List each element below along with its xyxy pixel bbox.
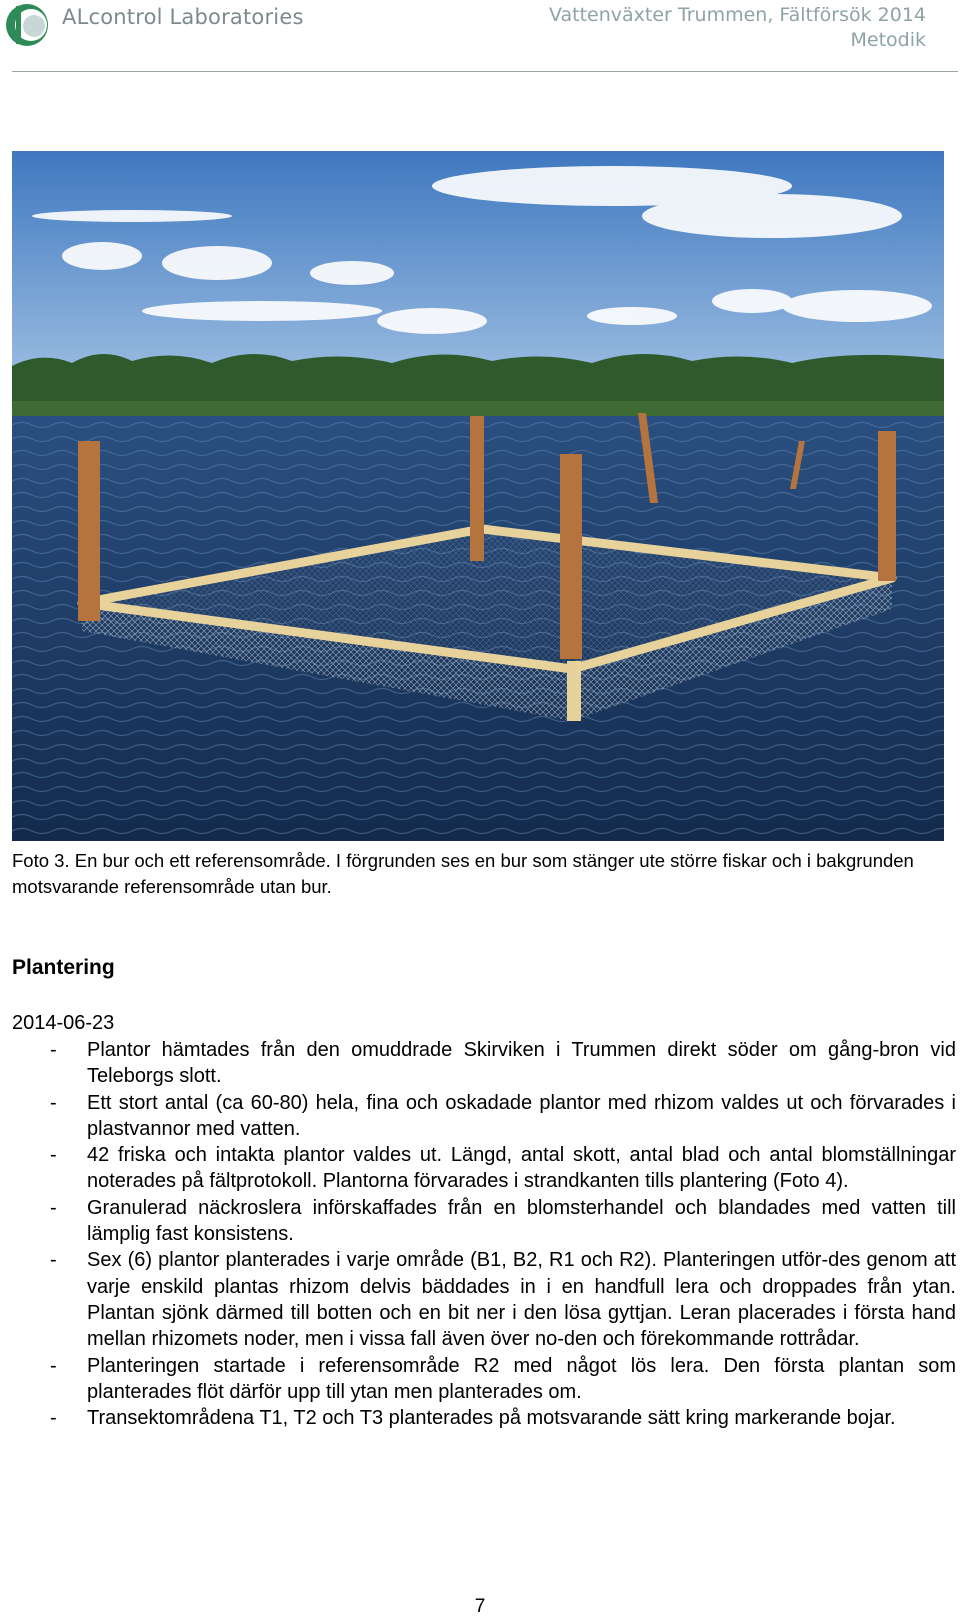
list-item xyxy=(12,1405,956,1431)
list-item-text: Plantor hämtades från den omuddrade Skirviken i Trummen direkt söder om gång-bron vid Teleborgs slott. xyxy=(87,1039,956,1088)
document-section: Metodik xyxy=(850,29,926,51)
list-item xyxy=(12,1142,956,1195)
bullet-dash: - xyxy=(50,1196,57,1219)
list-item-text: Granulerad näckroslera införskaffades från en blomsterhandel och blandades med vatten till lämplig fast konsistens. xyxy=(87,1196,956,1246)
page-header xyxy=(0,0,960,74)
page-number: 7 xyxy=(474,1596,486,1617)
photo-caption: Foto 3. En bur och ett referensområde. I förgrunden ses en bur som stänger ute större fiskar och i bakgrunden motsvarande referensområde utan bur. xyxy=(12,850,914,897)
list-item-text: 42 friska och intakta plantor valdes ut. Längd, antal skott, antal blad och antal blomställningar noterades på fältprotokoll. Plantorna förvarades i strandkanten tills plantering (Foto 4). xyxy=(87,1144,956,1193)
header-divider xyxy=(12,71,958,72)
list-item xyxy=(12,1037,956,1090)
photo-cage-and-reference-area xyxy=(12,151,944,841)
bullet-dash: - xyxy=(50,1039,57,1061)
list-item-text: Ett stort antal (ca 60-80) hela, fina och oskadade plantor med rhizom valdes ut och förvarades i plastvannor med vatten. xyxy=(87,1091,956,1140)
list-item xyxy=(12,1195,956,1248)
section-heading: Plantering xyxy=(12,956,115,979)
list-item-text: Sex (6) plantor planterades i varje område (B1, B2, R1 och R2). Planteringen utför-des genom att varje enskild plantas rhizom delvis bäddades in i en handfull lera och droppades från ytan. Plantan sjönk därmed till botten och en bit ner i den lösa gyttjan. Leran placerades i första hand mellan rhizomets noder, men i vissa fall även över no-den och förekommande rottrådar. xyxy=(87,1249,956,1351)
document-header-info xyxy=(549,3,926,53)
list-item-text: Transektområdena T1, T2 och T3 planterades på motsvarande sätt kring markerande bojar. xyxy=(87,1407,896,1430)
document-title: Vattenväxter Trummen, Fältförsök 2014 xyxy=(548,4,926,26)
bullet-dash: - xyxy=(50,1091,57,1114)
alcontrol-logo-icon xyxy=(4,2,50,48)
section-date: 2014-06-23 xyxy=(12,1012,115,1034)
bullet-dash: - xyxy=(50,1354,57,1377)
planting-steps-list xyxy=(12,1037,956,1431)
list-item xyxy=(12,1353,956,1406)
bullet-dash: - xyxy=(50,1407,57,1430)
bullet-dash: - xyxy=(50,1144,57,1167)
logo-text: ALcontrol Laboratories xyxy=(62,5,304,29)
list-item-text: Planteringen startade i referensområde R2 med något lös lera. Den första plantan som planterades flöt därför upp till ytan men planterades om. xyxy=(87,1354,956,1403)
list-item xyxy=(12,1090,956,1143)
list-item xyxy=(12,1247,956,1352)
photo-lake-cage-icon xyxy=(12,151,944,841)
bullet-dash: - xyxy=(50,1249,57,1272)
